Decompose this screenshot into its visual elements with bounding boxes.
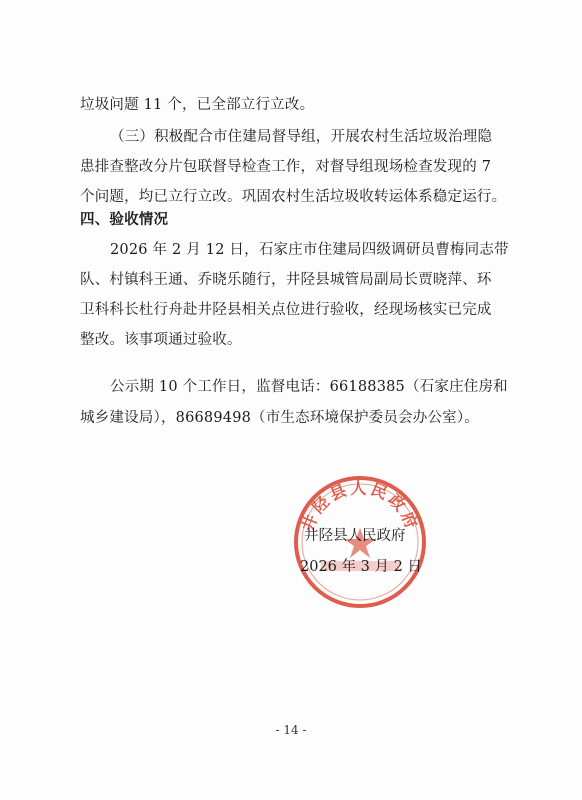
body-line: 卫科科长杜行舟赴井陉县相关点位进行验收，经现场核实已完成	[80, 302, 492, 318]
issue-date: 2026 年 3 月 2 日	[300, 559, 422, 575]
body-line: 城乡建设局），86689498（市生态环境保护委员会办公室）。	[80, 410, 480, 426]
body-line: 患排查整改分片包联督导检查工作，对督导组现场检查发现的 7	[80, 159, 492, 175]
section-heading: 四、验收情况	[80, 212, 169, 228]
body-line: 个问题，均已立行立改。巩固农村生活垃圾收转运体系稳定运行。	[80, 189, 507, 205]
seal-text: 井陉县人民政府	[297, 478, 423, 534]
body-line: 队、村镇科王通、乔晓乐随行，井陉县城管局副局长贾晓萍、环	[80, 272, 492, 288]
page-number: - 14 -	[275, 723, 307, 737]
body-line: 整改。该事项通过验收。	[80, 332, 242, 348]
body-line: 垃圾问题 11 个，已全部立行立改。	[80, 97, 315, 113]
body-line: （三）积极配合市住建局督导组，开展农村生活垃圾治理隐	[110, 129, 493, 145]
body-line: 公示期 10 个工作日，监督电话：66188385（石家庄住房和	[110, 379, 508, 395]
issuer-name: 井陉县人民政府	[304, 528, 406, 544]
body-line: 2026 年 2 月 12 日，石家庄市住建局四级调研员曹梅同志带	[110, 242, 509, 258]
